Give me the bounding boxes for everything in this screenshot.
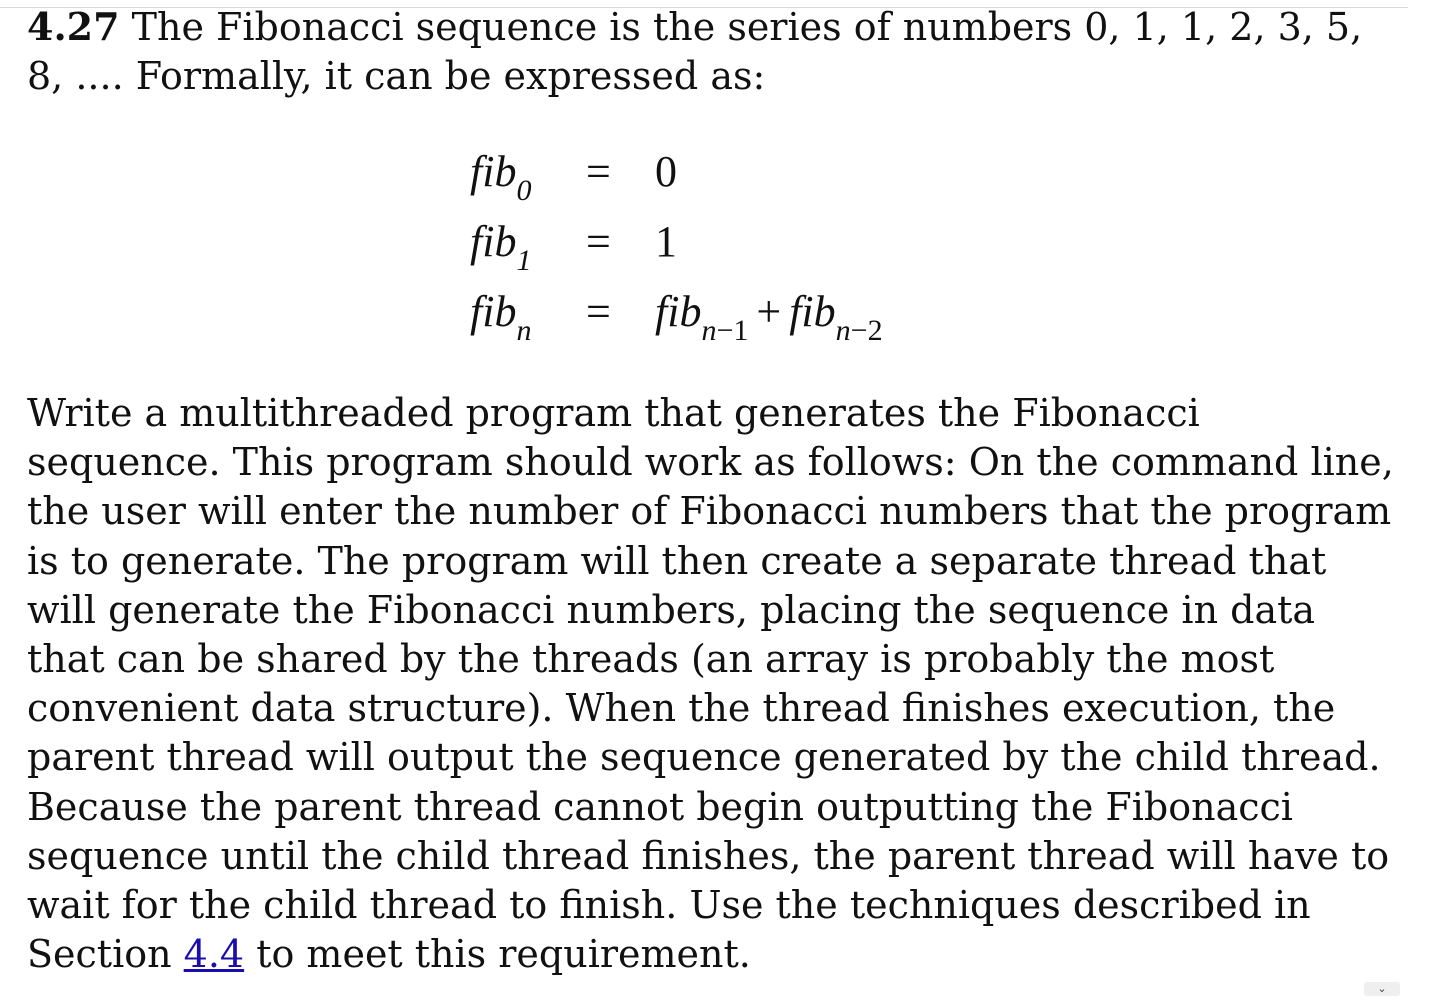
fibonacci-equations — [470, 146, 883, 356]
exercise-header — [27, 2, 1407, 101]
plus-sign: + — [756, 287, 782, 336]
equation-rhs: 0 — [655, 147, 677, 196]
equals-sign: = — [586, 217, 611, 266]
fib-symbol: fib — [470, 217, 517, 266]
chevron-down-icon: ⌄ — [1377, 982, 1387, 995]
fib-subscript: 0 — [516, 174, 532, 207]
subscript-variable: n — [835, 314, 851, 347]
fib-symbol: fib — [470, 147, 517, 196]
fib-subscript — [701, 314, 748, 347]
exercise-intro: The Fibonacci sequence is the series of numbers 0, 1, 1, 2, 3, 5, 8, .... Formally, it can be expressed as: — [27, 5, 1363, 98]
body-text-before-link: Write a multithreaded program that generates the Fibonacci sequence. This program should work as follows: On the command line, the user will enter the number of Fibonacci numbers that the program is to generate. The program will then create a separate thread that will generate the Fibonacci numbers, placing the sequence in data that can be shared by the threads (an array is probably the most convenient data structure). When the thread finishes execution, the parent thread will output the sequence generated by the child thread. Because the parent thread cannot begin outputting the Fibonacci sequence until the child thread finishes, the parent thread will have to wait for the child thread to finish. Use the techniques described in Section — [27, 391, 1394, 977]
equation-rhs: 1 — [655, 217, 677, 266]
subscript-variable: n — [701, 314, 717, 347]
fib-subscript: n — [516, 314, 532, 347]
fib-symbol: fib — [655, 287, 702, 336]
fib-subscript — [836, 314, 883, 347]
equation-lhs — [470, 286, 580, 347]
fib-subscript: 1 — [516, 244, 532, 277]
equation-row-n — [470, 286, 883, 356]
body-text-after-link: to meet this requirement. — [244, 932, 751, 977]
exercise-body — [27, 389, 1402, 979]
equation-lhs — [470, 216, 580, 277]
equation-row-1 — [470, 216, 883, 286]
exercise-number: 4.27 — [27, 4, 120, 49]
subscript-offset: −2 — [850, 314, 883, 347]
equation-rhs — [655, 286, 883, 347]
equals-sign: = — [586, 287, 611, 336]
fib-symbol: fib — [470, 287, 517, 336]
equation-lhs — [470, 146, 580, 207]
subscript-offset: −1 — [716, 314, 749, 347]
equation-row-0 — [470, 146, 883, 216]
scroll-down-button[interactable] — [1364, 982, 1400, 996]
section-link[interactable]: 4.4 — [183, 932, 245, 977]
equals-sign: = — [586, 147, 611, 196]
fib-symbol: fib — [789, 287, 836, 336]
